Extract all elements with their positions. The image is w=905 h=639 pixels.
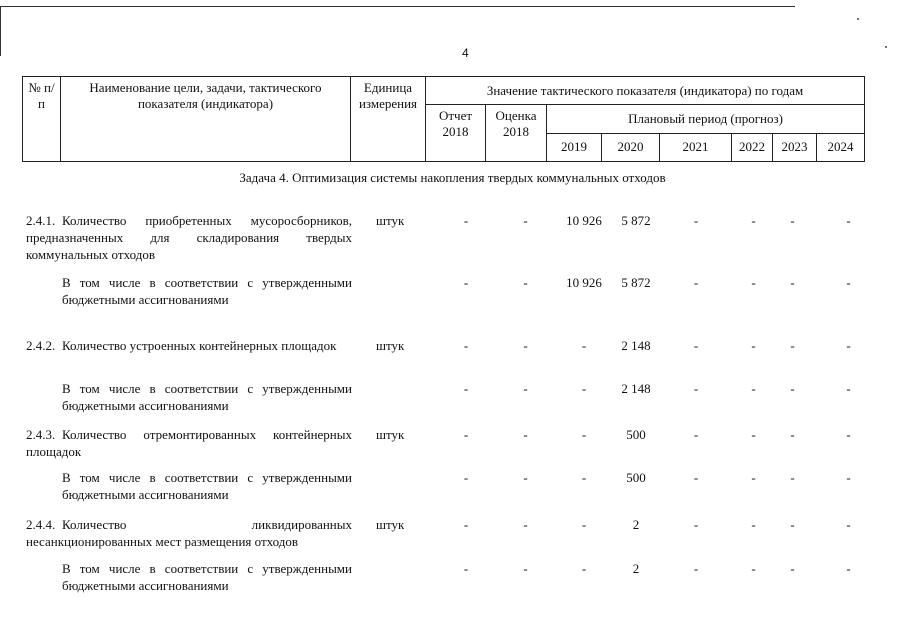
row-value: - (790, 470, 795, 485)
row-value: 5 872 (621, 275, 651, 290)
row-unit: штук (376, 427, 405, 442)
row-value: - (581, 561, 587, 576)
row-unit: штук (376, 517, 405, 532)
row-value: - (463, 517, 469, 532)
row-value: - (846, 338, 851, 353)
row-value: - (693, 561, 699, 576)
header-year: 2023 (773, 133, 817, 161)
row-value: - (790, 275, 795, 290)
row-value: - (523, 517, 528, 532)
header-num: № п/п (23, 77, 61, 162)
row-value: - (523, 338, 528, 353)
row-value: - (463, 338, 469, 353)
row-value: - (751, 427, 756, 442)
row-value: - (846, 213, 851, 228)
row-value: - (751, 381, 756, 396)
row-value: - (790, 427, 795, 442)
row-value: 2 148 (621, 381, 651, 396)
row-value: - (846, 561, 851, 576)
header-year: 2024 (817, 133, 865, 161)
row-value: - (846, 517, 851, 532)
row-value: - (751, 338, 756, 353)
row-value: - (523, 427, 528, 442)
row-value: - (751, 561, 756, 576)
task-title: Задача 4. Оптимизация системы накопления твердых коммунальных отходов (239, 170, 666, 185)
row-value: - (693, 338, 699, 353)
row-value: - (463, 561, 469, 576)
row-value: - (846, 427, 851, 442)
scan-speck (857, 18, 859, 20)
row-unit: штук (376, 213, 405, 228)
scan-speck (885, 46, 887, 48)
row-value: 500 (626, 470, 646, 485)
row-value: - (751, 470, 756, 485)
row-value: - (693, 381, 699, 396)
row-name: В том числе в соответствии с утвержденными бюджетными ассигнованиями (62, 275, 352, 307)
row-value: - (581, 517, 587, 532)
row-value: - (790, 561, 795, 576)
row-number: 2.4.4. (26, 517, 56, 532)
header-year: 2019 (547, 133, 602, 161)
row-value: - (463, 427, 469, 442)
row-value: - (581, 338, 587, 353)
row-value: 2 (632, 517, 640, 532)
header-plan-group: Плановый период (прогноз) (547, 105, 865, 133)
header-unit: Единица измерения (351, 77, 426, 162)
row-value: - (693, 275, 699, 290)
row-value: - (790, 213, 795, 228)
header-values-group: Значение тактического показателя (индикатора) по годам (426, 77, 865, 105)
row-value: - (523, 213, 528, 228)
row-value: - (846, 470, 851, 485)
row-unit: штук (376, 338, 405, 353)
row-value: - (523, 275, 528, 290)
row-value: - (846, 381, 851, 396)
row-value: - (790, 517, 795, 532)
row-value: - (463, 381, 469, 396)
page-number: 4 (462, 46, 469, 60)
row-value: - (693, 213, 699, 228)
header-year: 2020 (602, 133, 660, 161)
header-year: 2021 (660, 133, 732, 161)
row-name: В том числе в соответствии с утвержденными бюджетными ассигнованиями (62, 561, 352, 593)
row-value: - (693, 470, 699, 485)
page-border-top (0, 6, 795, 7)
row-value: 10 926 (566, 213, 602, 228)
page-border-left (0, 6, 1, 56)
row-number: 2.4.3. (26, 427, 56, 442)
row-name: Количество отремонтированных контейнерных площадок (26, 427, 352, 459)
row-value: - (581, 381, 587, 396)
row-name: В том числе в соответствии с утвержденными бюджетными ассигнованиями (62, 381, 352, 413)
row-value: 500 (626, 427, 646, 442)
row-value: 2 148 (621, 338, 651, 353)
row-value: - (751, 275, 756, 290)
row-value: - (790, 338, 795, 353)
header-estimate: Оценка 2018 (486, 105, 547, 162)
header-report: Отчет 2018 (426, 105, 486, 162)
row-value: - (463, 213, 469, 228)
row-number: 2.4.1. (26, 213, 56, 228)
row-name: Количество устроенных контейнерных площадок (62, 338, 337, 353)
row-value: 5 872 (621, 213, 651, 228)
header-year: 2022 (732, 133, 773, 161)
row-value: - (581, 470, 587, 485)
row-name: В том числе в соответствии с утвержденными бюджетными ассигнованиями (62, 470, 352, 502)
row-name: Количество ликвидированных несанкционированных мест размещения отходов (26, 517, 352, 549)
row-name: Количество приобретенных мусоросборников, предназначенных для складирования твердых коммунальных отходов (26, 213, 352, 262)
row-value: - (523, 381, 528, 396)
row-value: - (751, 517, 756, 532)
row-value: - (581, 427, 587, 442)
row-value: 2 (632, 561, 640, 576)
row-value: - (693, 427, 699, 442)
row-value: - (523, 561, 528, 576)
row-value: - (523, 470, 528, 485)
row-value: - (463, 470, 469, 485)
row-number: 2.4.2. (26, 338, 56, 353)
header-name: Наименование цели, задачи, тактического показателя (индикатора) (61, 77, 351, 162)
row-value: 10 926 (566, 275, 602, 290)
row-value: - (693, 517, 699, 532)
header-table (22, 76, 865, 162)
row-value: - (751, 213, 756, 228)
row-value: - (463, 275, 469, 290)
row-value: - (790, 381, 795, 396)
row-value: - (846, 275, 851, 290)
